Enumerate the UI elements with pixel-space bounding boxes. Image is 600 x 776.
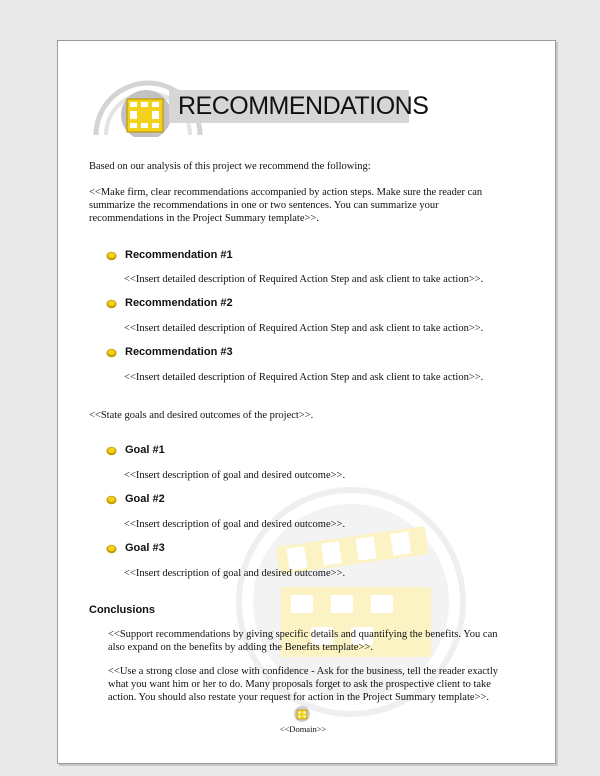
intro-instructions (89, 186, 482, 225)
conclusions-heading: Conclusions (89, 604, 156, 616)
conclusions-p1-line-1: <<Support recommendations by giving specific details and quantifying the benefits. You can (108, 629, 498, 640)
intro-line-3: recommendations in the Project Summary template>>. (89, 213, 319, 224)
goal-1-heading: Goal #1 (125, 444, 165, 456)
gold-bullet-icon (106, 495, 117, 505)
gold-bullet-icon (106, 446, 117, 456)
document-page (57, 40, 556, 764)
recommendation-2-heading: Recommendation #2 (125, 297, 233, 309)
goal-3-text: <<Insert description of goal and desired outcome>>. (124, 568, 346, 579)
footer-label: <<Domain>> (279, 724, 327, 734)
intro-text: Based on our analysis of this project we recommend the following: (89, 161, 371, 172)
conclusions-p2-line-2: what you want him or her to do. Many proposals forget to ask the prospective client to take (108, 679, 491, 690)
gold-bullet-icon (106, 348, 117, 358)
footer-logo-icon (293, 705, 311, 723)
conclusions-p2-line-3: action. You should also restate your request for action in the Project Summary template>>. (108, 692, 490, 703)
recommendation-3-text: <<Insert detailed description of Required Action Step and ask client to take action>>. (124, 372, 484, 383)
intro-line-1: <<Make firm, clear recommendations accompanied by action steps. Make sure the reader can (89, 187, 483, 198)
conclusions-paragraph-2 (108, 665, 498, 704)
gold-bullet-icon (106, 544, 117, 554)
goal-1-text: <<Insert description of goal and desired outcome>>. (124, 470, 346, 481)
conclusions-paragraph-1 (108, 628, 497, 654)
intro-line-2: summarize the recommendations in one or two sentences. You can summarize your (89, 200, 439, 211)
recommendation-1-text: <<Insert detailed description of Required Action Step and ask client to take action>>. (124, 274, 484, 285)
goal-2-heading: Goal #2 (125, 493, 165, 505)
recommendation-2-text: <<Insert detailed description of Required Action Step and ask client to take action>>. (124, 323, 484, 334)
recommendation-3-heading: Recommendation #3 (125, 346, 233, 358)
conclusions-p1-line-2: also expand on the benefits by adding the Benefits template>>. (108, 642, 373, 653)
goal-2-text: <<Insert description of goal and desired outcome>>. (124, 519, 346, 530)
gold-bullet-icon (106, 299, 117, 309)
page-title: RECOMMENDATIONS (178, 92, 429, 120)
goal-3-heading: Goal #3 (125, 542, 165, 554)
conclusions-p2-line-1: <<Use a strong close and close with confidence - Ask for the business, tell the reader exactly (108, 666, 499, 677)
gold-bullet-icon (106, 251, 117, 261)
goals-intro: <<State goals and desired outcomes of the project>>. (89, 410, 314, 421)
recommendation-1-heading: Recommendation #1 (125, 249, 233, 261)
